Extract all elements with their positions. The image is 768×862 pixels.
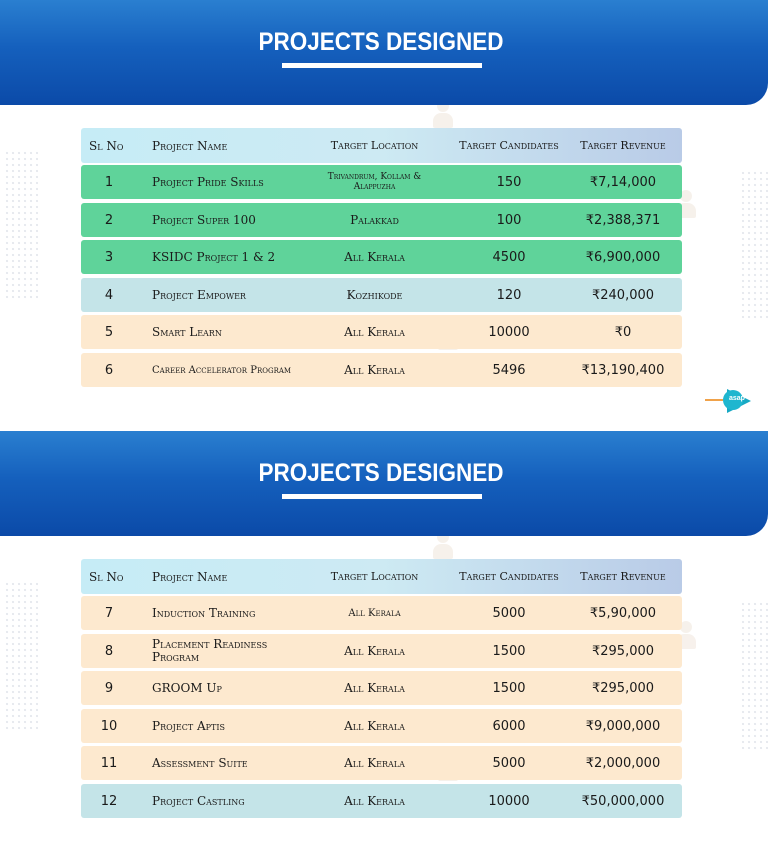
target-location: All Kerala xyxy=(344,756,405,770)
project-name: Placement Readiness Program xyxy=(152,637,268,664)
project-name: Assessment Suite xyxy=(152,756,248,770)
target-revenue: ₹240,000 xyxy=(591,287,655,303)
title-underline xyxy=(282,494,482,499)
asap-logo-icon: asap xyxy=(705,389,751,413)
target-candidates: 1500 xyxy=(492,643,526,659)
slide-2 xyxy=(0,431,768,862)
title-underline xyxy=(282,63,482,68)
project-name: KSIDC Project 1 & 2 xyxy=(152,250,276,264)
table-row xyxy=(81,165,682,199)
project-name: GROOM Up xyxy=(152,681,222,695)
target-location: All Kerala xyxy=(344,794,405,808)
sl-no: 8 xyxy=(104,643,114,659)
project-name: Induction Training xyxy=(152,606,256,620)
table-row xyxy=(81,278,682,312)
header-project-name: Project Name xyxy=(152,569,228,584)
target-location: Trivandrum, Kollam & Alappuzha xyxy=(327,172,422,192)
decorative-dots xyxy=(4,150,38,300)
project-name: Career Accelerator Program xyxy=(152,364,292,376)
sl-no: 11 xyxy=(100,755,118,771)
target-location: All Kerala xyxy=(344,363,405,377)
table-row xyxy=(81,634,682,668)
target-candidates: 5000 xyxy=(492,755,526,771)
title-banner xyxy=(0,0,768,105)
header-target-location: Target Location xyxy=(330,570,419,583)
target-candidates: 5496 xyxy=(492,362,526,378)
sl-no: 10 xyxy=(100,718,118,734)
target-candidates: 4500 xyxy=(492,249,526,265)
table-row xyxy=(81,203,682,237)
decorative-dots xyxy=(740,601,768,751)
sl-no: 6 xyxy=(104,362,114,378)
target-candidates: 100 xyxy=(496,212,522,228)
target-candidates: 10000 xyxy=(488,324,530,340)
target-candidates: 1500 xyxy=(492,680,526,696)
header-target-location: Target Location xyxy=(330,139,419,152)
target-revenue: ₹0 xyxy=(614,324,632,340)
target-location: All Kerala xyxy=(344,325,405,339)
table-row xyxy=(81,240,682,274)
target-candidates: 120 xyxy=(496,287,522,303)
target-candidates: 150 xyxy=(496,174,522,190)
sl-no: 12 xyxy=(100,793,118,809)
target-revenue: ₹6,900,000 xyxy=(585,249,661,265)
target-location: All Kerala xyxy=(344,644,405,658)
target-revenue: ₹7,14,000 xyxy=(589,174,657,190)
table-header xyxy=(81,128,682,163)
target-revenue: ₹2,000,000 xyxy=(585,755,661,771)
target-location: All Kerala xyxy=(344,250,405,264)
target-candidates: 5000 xyxy=(492,605,526,621)
target-revenue: ₹9,000,000 xyxy=(585,718,661,734)
sl-no: 4 xyxy=(104,287,114,303)
sl-no: 7 xyxy=(104,605,114,621)
page-title: PROJECTS DESIGNED xyxy=(258,459,504,487)
sl-no: 2 xyxy=(104,212,114,228)
target-location: Palakkad xyxy=(350,213,399,227)
target-candidates: 10000 xyxy=(488,793,530,809)
target-revenue: ₹50,000,000 xyxy=(581,793,665,809)
sl-no: 9 xyxy=(104,680,114,696)
table-row xyxy=(81,709,682,743)
header-sl-no: Sl No xyxy=(89,138,124,153)
header-target-candidates: Target Candidates xyxy=(459,139,559,152)
header-target-revenue: Target Revenue xyxy=(580,139,666,152)
target-revenue: ₹295,000 xyxy=(591,643,655,659)
project-name: Project Pride Skills xyxy=(152,175,264,189)
project-name: Project Empower xyxy=(152,288,246,302)
target-revenue: ₹295,000 xyxy=(591,680,655,696)
header-project-name: Project Name xyxy=(152,138,228,153)
table-row xyxy=(81,596,682,630)
header-target-candidates: Target Candidates xyxy=(459,570,559,583)
target-revenue: ₹13,190,400 xyxy=(581,362,665,378)
target-revenue: ₹5,90,000 xyxy=(589,605,657,621)
project-name: Smart Learn xyxy=(152,325,222,339)
decorative-dots xyxy=(740,170,768,320)
table-row xyxy=(81,315,682,349)
target-location: All Kerala xyxy=(344,681,405,695)
sl-no: 3 xyxy=(104,249,114,265)
decorative-dots xyxy=(4,581,38,731)
table-row xyxy=(81,671,682,705)
page-title: PROJECTS DESIGNED xyxy=(258,28,504,56)
target-location: All Kerala xyxy=(344,719,405,733)
table-row xyxy=(81,746,682,780)
header-target-revenue: Target Revenue xyxy=(580,570,666,583)
project-name: Project Aptis xyxy=(152,719,225,733)
project-name: Project Castling xyxy=(152,794,245,808)
table-row xyxy=(81,353,682,387)
target-location: Kozhikode xyxy=(346,288,403,302)
table-row xyxy=(81,784,682,818)
header-sl-no: Sl No xyxy=(89,569,124,584)
project-name: Project Super 100 xyxy=(152,213,256,227)
target-location: All Kerala xyxy=(348,607,401,619)
table-header xyxy=(81,559,682,594)
sl-no: 5 xyxy=(104,324,114,340)
target-candidates: 6000 xyxy=(492,718,526,734)
sl-no: 1 xyxy=(104,174,114,190)
title-banner xyxy=(0,431,768,536)
target-revenue: ₹2,388,371 xyxy=(585,212,661,228)
